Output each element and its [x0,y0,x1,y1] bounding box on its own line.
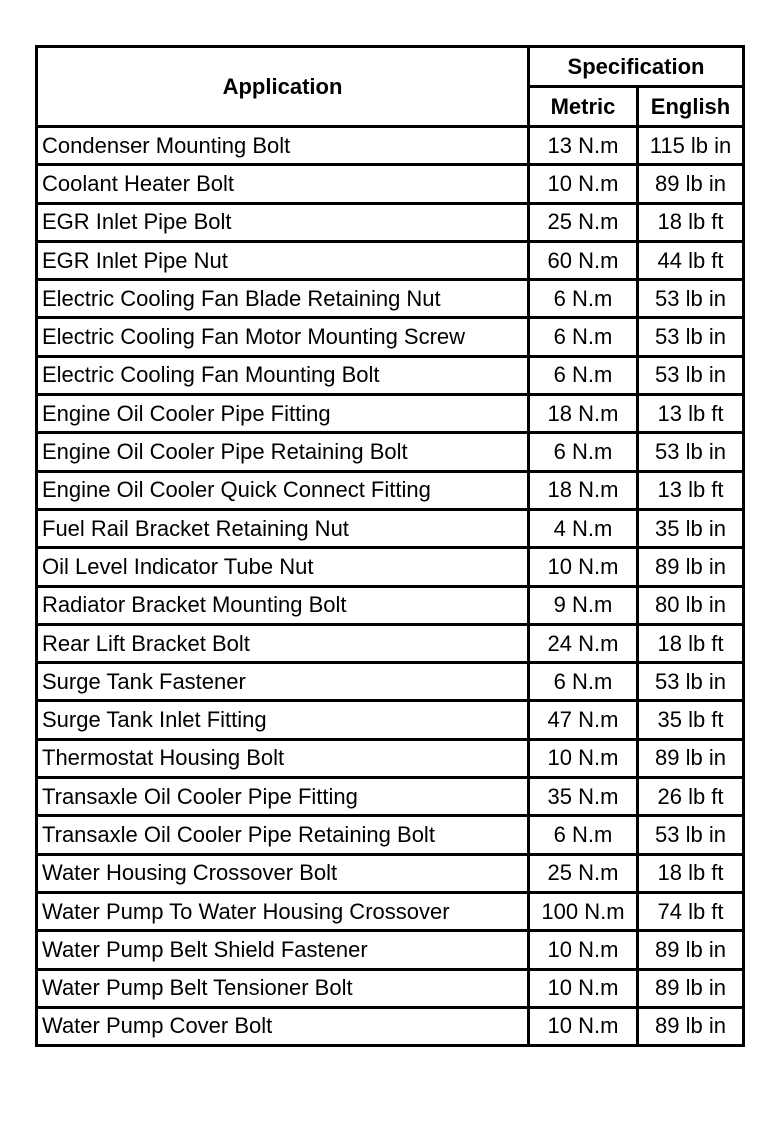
table-row [37,969,744,1007]
table-row [37,203,744,241]
metric-value-cell: 25 N.m [529,854,638,892]
application-cell: Engine Oil Cooler Quick Connect Fitting [37,471,529,509]
metric-value-cell: 25 N.m [529,203,638,241]
english-value-cell: 89 lb in [638,739,744,777]
fastener-specification-table [35,45,745,1047]
table-row [37,433,744,471]
table-row [37,663,744,701]
application-cell: Electric Cooling Fan Blade Retaining Nut [37,280,529,318]
english-value-cell: 89 lb in [638,1007,744,1045]
english-value-cell: 115 lb in [638,127,744,165]
table-row [37,165,744,203]
metric-value-cell: 6 N.m [529,318,638,356]
metric-column-header: Metric [529,87,638,127]
english-value-cell: 13 lb ft [638,471,744,509]
metric-value-cell: 6 N.m [529,816,638,854]
application-cell: Rear Lift Bracket Bolt [37,624,529,662]
table-row [37,471,744,509]
metric-value-cell: 4 N.m [529,509,638,547]
application-cell: Water Pump Belt Tensioner Bolt [37,969,529,1007]
metric-value-cell: 10 N.m [529,739,638,777]
application-cell: Water Pump Cover Bolt [37,1007,529,1045]
application-cell: EGR Inlet Pipe Nut [37,241,529,279]
application-cell: Transaxle Oil Cooler Pipe Retaining Bolt [37,816,529,854]
table-row [37,548,744,586]
english-value-cell: 80 lb in [638,586,744,624]
english-value-cell: 74 lb ft [638,892,744,930]
metric-value-cell: 60 N.m [529,241,638,279]
application-cell: Radiator Bracket Mounting Bolt [37,586,529,624]
metric-value-cell: 47 N.m [529,701,638,739]
application-cell: Surge Tank Fastener [37,663,529,701]
table-row [37,739,744,777]
table-row [37,395,744,433]
english-value-cell: 53 lb in [638,318,744,356]
metric-value-cell: 35 N.m [529,778,638,816]
english-value-cell: 18 lb ft [638,203,744,241]
application-cell: Coolant Heater Bolt [37,165,529,203]
english-value-cell: 89 lb in [638,165,744,203]
table-row [37,1007,744,1045]
application-cell: Thermostat Housing Bolt [37,739,529,777]
table-body [37,127,744,1046]
metric-value-cell: 6 N.m [529,356,638,394]
table-row [37,127,744,165]
english-value-cell: 89 lb in [638,548,744,586]
metric-value-cell: 10 N.m [529,548,638,586]
table-header [37,47,744,127]
english-value-cell: 53 lb in [638,663,744,701]
table-row [37,280,744,318]
metric-value-cell: 18 N.m [529,471,638,509]
application-cell: Engine Oil Cooler Pipe Retaining Bolt [37,433,529,471]
application-cell: Electric Cooling Fan Motor Mounting Screw [37,318,529,356]
table-row [37,318,744,356]
english-value-cell: 53 lb in [638,280,744,318]
application-cell: Condenser Mounting Bolt [37,127,529,165]
metric-value-cell: 10 N.m [529,1007,638,1045]
application-cell: Water Housing Crossover Bolt [37,854,529,892]
application-cell: Fuel Rail Bracket Retaining Nut [37,509,529,547]
english-value-cell: 35 lb ft [638,701,744,739]
table-row [37,241,744,279]
application-cell: Surge Tank Inlet Fitting [37,701,529,739]
table-row [37,778,744,816]
metric-value-cell: 10 N.m [529,969,638,1007]
specification-column-header: Specification [529,47,744,87]
english-value-cell: 89 lb in [638,969,744,1007]
table-row [37,854,744,892]
metric-value-cell: 18 N.m [529,395,638,433]
table-row [37,586,744,624]
table-row [37,624,744,662]
table-row [37,931,744,969]
english-column-header: English [638,87,744,127]
metric-value-cell: 9 N.m [529,586,638,624]
metric-value-cell: 6 N.m [529,663,638,701]
application-cell: Transaxle Oil Cooler Pipe Fitting [37,778,529,816]
table-row [37,509,744,547]
application-cell: Engine Oil Cooler Pipe Fitting [37,395,529,433]
metric-value-cell: 10 N.m [529,165,638,203]
metric-value-cell: 13 N.m [529,127,638,165]
english-value-cell: 13 lb ft [638,395,744,433]
application-cell: EGR Inlet Pipe Bolt [37,203,529,241]
english-value-cell: 53 lb in [638,433,744,471]
table-row [37,816,744,854]
metric-value-cell: 6 N.m [529,433,638,471]
metric-value-cell: 6 N.m [529,280,638,318]
metric-value-cell: 24 N.m [529,624,638,662]
english-value-cell: 53 lb in [638,816,744,854]
english-value-cell: 18 lb ft [638,854,744,892]
application-cell: Water Pump To Water Housing Crossover [37,892,529,930]
application-cell: Oil Level Indicator Tube Nut [37,548,529,586]
table-row [37,892,744,930]
english-value-cell: 44 lb ft [638,241,744,279]
english-value-cell: 35 lb in [638,509,744,547]
table-row [37,701,744,739]
metric-value-cell: 10 N.m [529,931,638,969]
application-column-header: Application [37,47,529,127]
application-cell: Electric Cooling Fan Mounting Bolt [37,356,529,394]
table-row [37,356,744,394]
application-cell: Water Pump Belt Shield Fastener [37,931,529,969]
english-value-cell: 53 lb in [638,356,744,394]
header-row-top [37,47,744,87]
metric-value-cell: 100 N.m [529,892,638,930]
english-value-cell: 26 lb ft [638,778,744,816]
english-value-cell: 18 lb ft [638,624,744,662]
english-value-cell: 89 lb in [638,931,744,969]
